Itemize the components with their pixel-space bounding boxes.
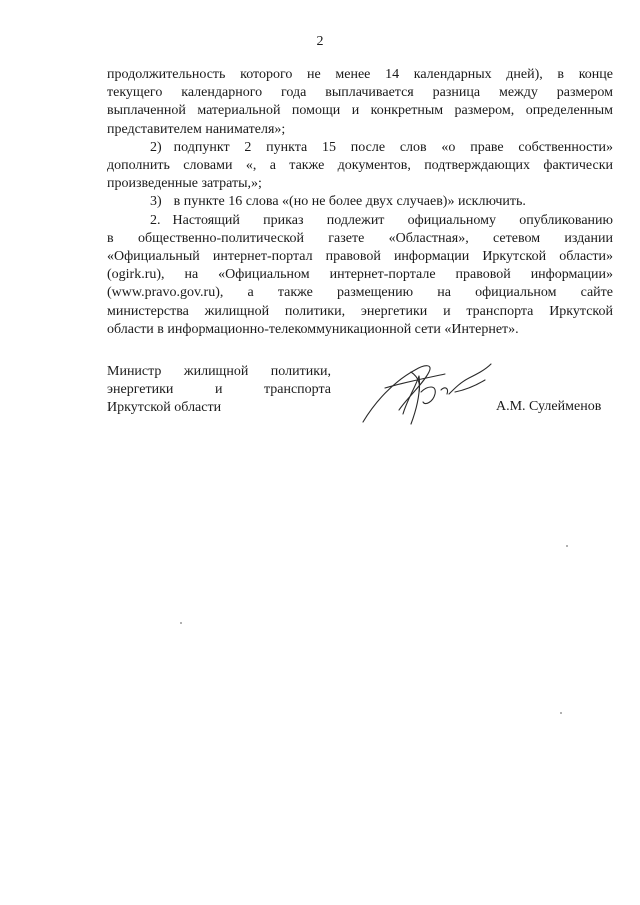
scan-speck — [180, 622, 182, 624]
body-line: области в информационно-телекоммуникационной сети «Интернет». — [107, 321, 519, 337]
body-line: продолжительность которого не менее 14 календарных дней), в конце — [107, 67, 613, 82]
list-marker: 2. — [150, 212, 161, 228]
body-line: Настоящий приказ подлежит официальному опубликованию — [172, 212, 613, 228]
signatory-title — [107, 363, 331, 418]
signatory-title-line: Министр жилищной политики, — [107, 364, 331, 379]
body-line: подпункт 2 пункта 15 после слов «о праве собственности» — [173, 139, 613, 155]
list-marker: 3) — [150, 194, 162, 210]
body-line: дополнить словами «, а также документов, подтверждающих фактически — [107, 158, 613, 174]
body-line: (www.pravo.gov.ru), а также размещению на официальном сайте — [107, 285, 613, 301]
body-line: текущего календарного года выплачивается разница между размером — [107, 85, 613, 101]
body-line: произведенные затраты,»; — [107, 176, 262, 192]
list-item-2 — [107, 139, 613, 157]
document-body — [107, 66, 613, 339]
body-line: министерства жилищной политики, энергетики и транспорта Иркутской — [107, 303, 613, 319]
scan-speck — [560, 712, 562, 714]
body-line: (ogirk.ru), на «Официальном интернет-портале правовой информации» — [107, 267, 613, 283]
body-line: представителем нанимателя»; — [107, 121, 286, 137]
signatory-title-line: энергетики и транспорта — [107, 382, 331, 398]
signatory-title-line: Иркутской области — [107, 400, 222, 416]
handwritten-signature — [345, 352, 505, 432]
list-item-3 — [107, 193, 613, 211]
section-2 — [107, 212, 613, 230]
body-line: в общественно-политической газете «Областная», сетевом издании — [107, 230, 613, 246]
signatory-name: А.М. Сулейменов — [496, 399, 602, 414]
body-line: выплаченной материальной помощи и конкретным размером, определенным — [107, 103, 613, 119]
body-line: «Официальный интернет-портал правовой информации Иркутской области» — [107, 249, 613, 265]
page-number: 2 — [316, 34, 324, 49]
body-line: в пункте 16 слова «(но не более двух случаев)» исключить. — [173, 194, 526, 210]
list-marker: 2) — [150, 139, 162, 155]
scan-speck — [566, 545, 568, 547]
